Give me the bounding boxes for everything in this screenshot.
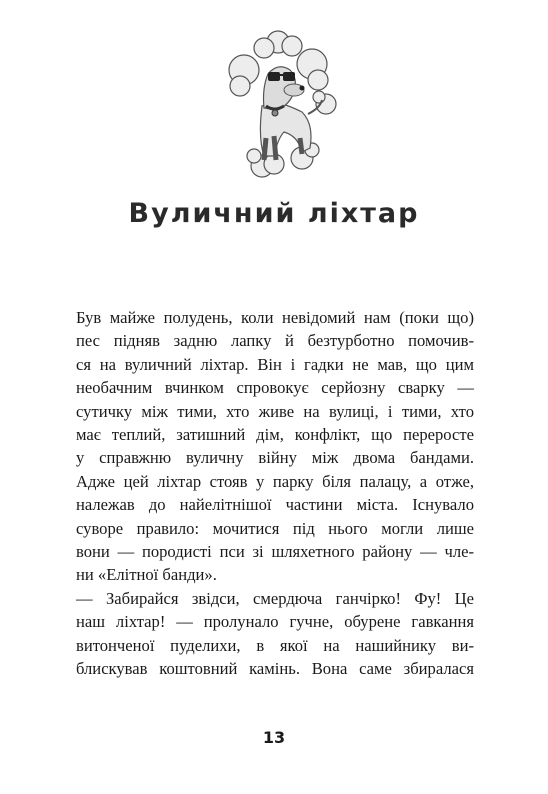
text-line: належав до найелітнішої частини міста. Існувало bbox=[76, 495, 474, 515]
page-number: 13 bbox=[262, 728, 286, 747]
text-line: вони — породисті пси зі шляхетного району — чле- bbox=[76, 542, 474, 562]
text-line: суворе правило: мочитися під нього могли лише bbox=[76, 518, 474, 538]
text-line: сутичку між тими, хто живе на вулиці, і тими, хто bbox=[76, 401, 474, 421]
text-line: необачним вчинком спровокує серйозну сварку — bbox=[76, 378, 474, 398]
text-line: — Забирайся звідси, смердюча ганчірко! Фу! Це bbox=[76, 588, 474, 608]
text-line: Був майже полудень, коли невідомий нам (поки що) bbox=[76, 308, 474, 327]
chapter-body-text bbox=[76, 306, 474, 681]
text-line: має теплий, затишний дім, конфлікт, що переросте bbox=[76, 425, 474, 445]
poodle-illustration bbox=[222, 28, 348, 188]
text-line: ни «Елітної банди». bbox=[76, 565, 217, 585]
text-line: витонченої пуделихи, в якої на нашийнику ви- bbox=[76, 635, 474, 655]
text-line: пес підняв задню лапку й безтурботно помочив- bbox=[76, 331, 474, 351]
text-line: блискував коштовний камінь. Вона саме збиралася bbox=[76, 659, 474, 679]
text-line: у справжню вуличну війну між двома бандами. bbox=[76, 448, 474, 468]
chapter-title: Вуличний ліхтар bbox=[128, 198, 420, 229]
text-line: наш ліхтар! — пролунало гучне, обурене гавкання bbox=[76, 612, 474, 632]
text-line: ся на вуличний ліхтар. Він і гадки не мав, що цим bbox=[76, 354, 474, 374]
text-line: Адже цей ліхтар стояв у парку біля палацу, а отже, bbox=[76, 471, 474, 491]
